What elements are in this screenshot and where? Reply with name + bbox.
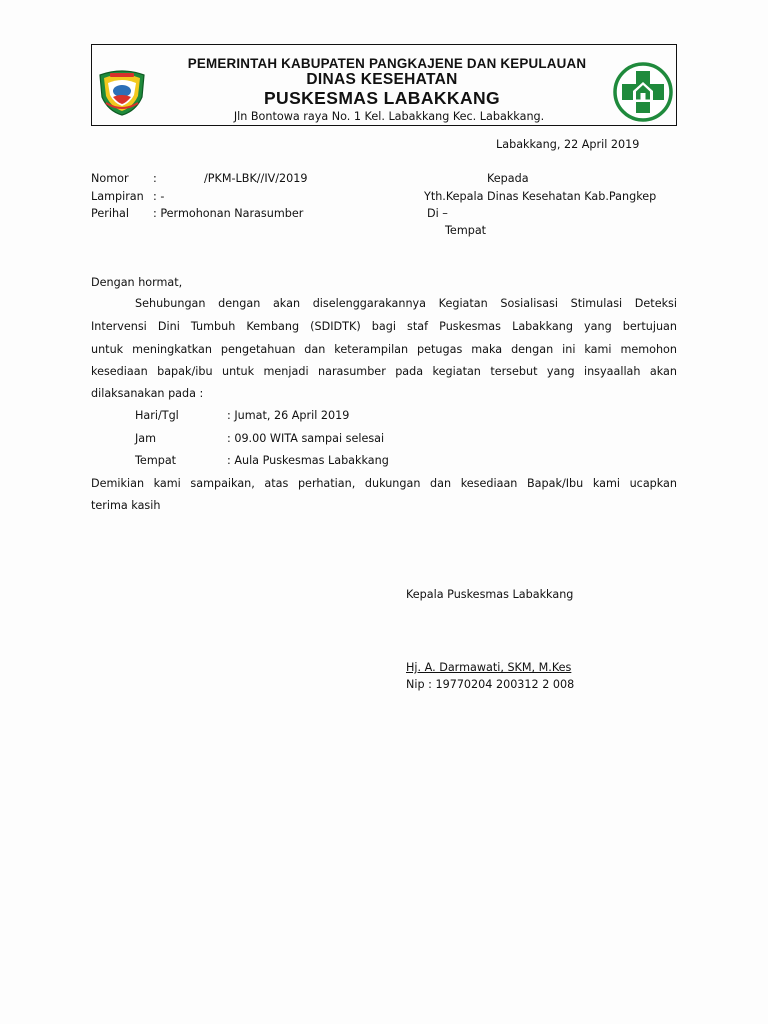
nomor-value: /PKM-LBK//IV/2019 — [204, 172, 308, 185]
paragraph-line: untuk meningkatkan pengetahuan dan keterampilan petugas maka dengan ini kami memohon — [91, 343, 677, 356]
detail-value-time: : 09.00 WITA sampai selesai — [227, 432, 385, 445]
detail-label-date: Hari/Tgl — [135, 409, 179, 422]
letterhead-text — [152, 57, 608, 107]
recipient-tempat: Tempat — [445, 224, 487, 237]
paragraph-line: Sehubungan dengan akan diselenggarakannya Kegiatan Sosialisasi Stimulasi Deteksi — [135, 297, 677, 310]
recipient-address: Yth.Kepala Dinas Kesehatan Kab.Pangkep — [424, 190, 657, 203]
signature-title: Kepala Puskesmas Labakkang — [406, 588, 574, 601]
greeting: Dengan hormat, — [91, 276, 183, 289]
signature-nip: Nip : 19770204 200312 2 008 — [406, 678, 575, 691]
health-cross-house-icon — [612, 62, 674, 122]
letterhead-institution: PUSKESMAS LABAKKANG — [263, 87, 501, 108]
paragraph-line: dilaksanakan pada : — [91, 387, 204, 400]
letter-date: Labakkang, 22 April 2019 — [496, 138, 640, 151]
letterhead-government: PEMERINTAH KABUPATEN PANGKAJENE DAN KEPULAUAN — [187, 56, 587, 71]
paragraph-line: kesediaan bapak/ibu untuk menjadi narasumber pada kegiatan tersebut yang insyaallah akan — [91, 365, 677, 378]
recipient-di: Di – — [427, 207, 448, 220]
letterhead — [91, 44, 677, 126]
detail-label-place: Tempat — [135, 454, 177, 467]
perihal-value: : Permohonan Narasumber — [153, 207, 304, 220]
closing-line: Demikian kami sampaikan, atas perhatian, dukungan dan kesediaan Bapak/Ibu kami ucapkan — [91, 477, 677, 490]
lampiran-label: Lampiran — [91, 190, 144, 203]
recipient-kepada: Kepada — [487, 172, 529, 185]
closing-line: terima kasih — [91, 499, 161, 512]
detail-value-place: : Aula Puskesmas Labakkang — [227, 454, 389, 467]
signature-name: Hj. A. Darmawati, SKM, M.Kes — [406, 661, 572, 674]
nomor-colon: : — [153, 172, 157, 185]
nomor-label: Nomor — [91, 172, 129, 185]
letterhead-agency: DINAS KESEHATAN — [306, 71, 458, 89]
paragraph-line: Intervensi Dini Tumbuh Kembang (SDIDTK) bagi staf Puskesmas Labakkang yang bertujuan — [91, 320, 677, 333]
regency-emblem-icon — [96, 67, 148, 117]
perihal-label: Perihal — [91, 207, 129, 220]
detail-label-time: Jam — [135, 432, 157, 445]
letterhead-address: Jln Bontowa raya No. 1 Kel. Labakkang Kec. Labakkang. — [233, 110, 545, 123]
lampiran-value: : - — [153, 190, 165, 203]
detail-value-date: : Jumat, 26 April 2019 — [227, 409, 350, 422]
